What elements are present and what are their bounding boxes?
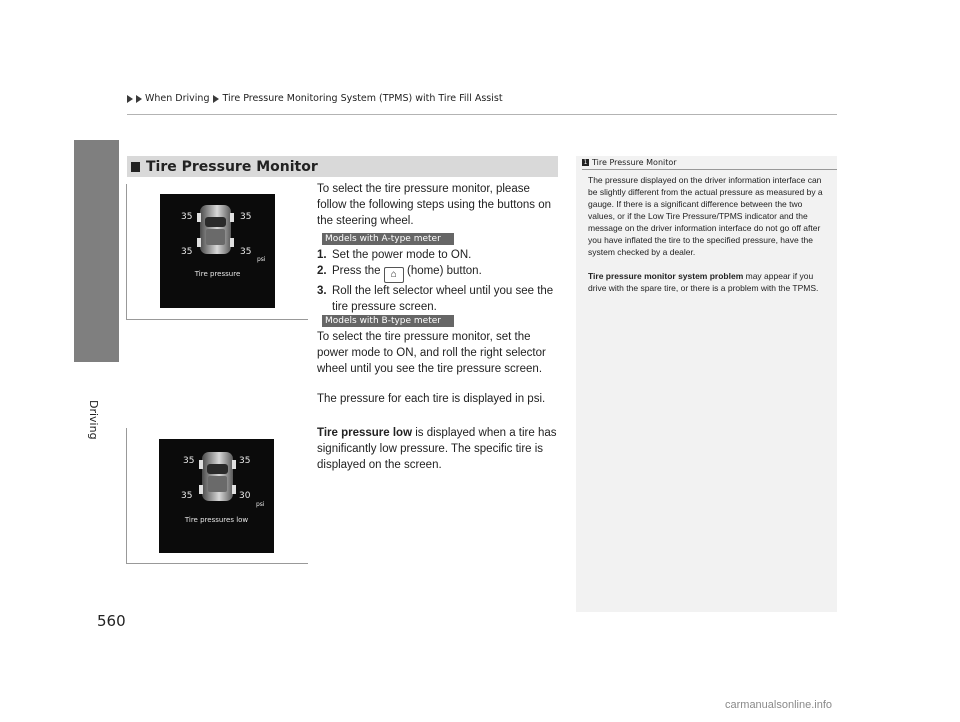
rear-left-pressure: 35 [181, 491, 193, 501]
pressure-unit: psi [257, 256, 266, 263]
arrow-icon [213, 95, 219, 103]
header-divider [127, 114, 837, 115]
steps-list [317, 247, 560, 315]
figure-tire-pressures-low [126, 428, 308, 564]
car-top-view-icon [200, 205, 231, 254]
intro-paragraph: To select the tire pressure monitor, please follow the following steps using the buttons on the steering wheel. [317, 183, 551, 227]
note-title: 1 Tire Pressure Monitor [583, 158, 677, 167]
car-top-view-icon [202, 452, 233, 501]
chapter-tab [74, 140, 119, 362]
display-screen [159, 439, 274, 553]
step-item: 2. Press the ⌂ (home) button. [317, 263, 560, 283]
rear-right-pressure: 30 [239, 491, 251, 501]
pressure-unit: psi [256, 501, 265, 508]
badge-b-type-meter: Models with B-type meter [322, 315, 454, 327]
screen-caption: Tire pressure [194, 270, 241, 278]
arrow-icon [136, 95, 142, 103]
breadcrumb-current: Tire Pressure Monitoring System (TPMS) with Tire Fill Assist [222, 93, 503, 104]
figure-tire-pressure [126, 184, 308, 320]
breadcrumb [127, 93, 503, 104]
note-body [588, 174, 831, 306]
section-square-icon [131, 162, 140, 172]
sidebar-note [576, 156, 837, 612]
note-reference-icon: 1 [583, 159, 588, 166]
front-right-pressure: 35 [240, 212, 252, 222]
section-title: Tire Pressure Monitor [146, 158, 318, 175]
rear-left-pressure: 35 [181, 247, 193, 257]
note-paragraph: Tire pressure monitor system problem may appear if you drive with the spare tire, or there is a problem with the TPMS. [588, 271, 819, 293]
step-item: 1. Set the power mode to ON. [317, 249, 472, 261]
rear-right-pressure: 35 [240, 247, 252, 257]
screen-caption: Tire pressures low [184, 516, 249, 524]
arrow-icon [127, 95, 133, 103]
section-heading [127, 156, 558, 177]
front-right-pressure: 35 [239, 456, 251, 466]
psi-paragraph: The pressure for each tire is displayed in psi. [317, 393, 546, 405]
page-number: 560 [97, 612, 126, 630]
front-left-pressure: 35 [181, 212, 193, 222]
step-item: 3. Roll the left selector wheel until you see the tire pressure screen. [317, 285, 554, 313]
note-divider [582, 169, 837, 170]
breadcrumb-parent: When Driving [145, 93, 210, 104]
display-screen [160, 194, 275, 308]
low-pressure-paragraph: Tire pressure low is displayed when a tire has significantly low pressure. The specific tire is displayed on the screen. [317, 427, 557, 471]
b-type-paragraph: To select the tire pressure monitor, set the power mode to ON, and roll the right selector wheel until you see the tire pressure screen. [317, 331, 546, 375]
home-icon: ⌂ [384, 267, 404, 283]
note-paragraph: The pressure displayed on the driver information interface can be slightly different from the actual pressure as measured by a gauge. If there is a significant difference between the two values, or if the Low Tire Pressure/TPMS indicator and the message on the driver information interface do not go off after you have inflated the tire to the specified pressure, have the system checked by a dealer. [588, 175, 823, 257]
chapter-label: Driving [87, 400, 100, 440]
badge-a-type-meter: Models with A-type meter [322, 233, 454, 245]
watermark: carmanualsonline.info [725, 699, 833, 711]
front-left-pressure: 35 [183, 456, 195, 466]
